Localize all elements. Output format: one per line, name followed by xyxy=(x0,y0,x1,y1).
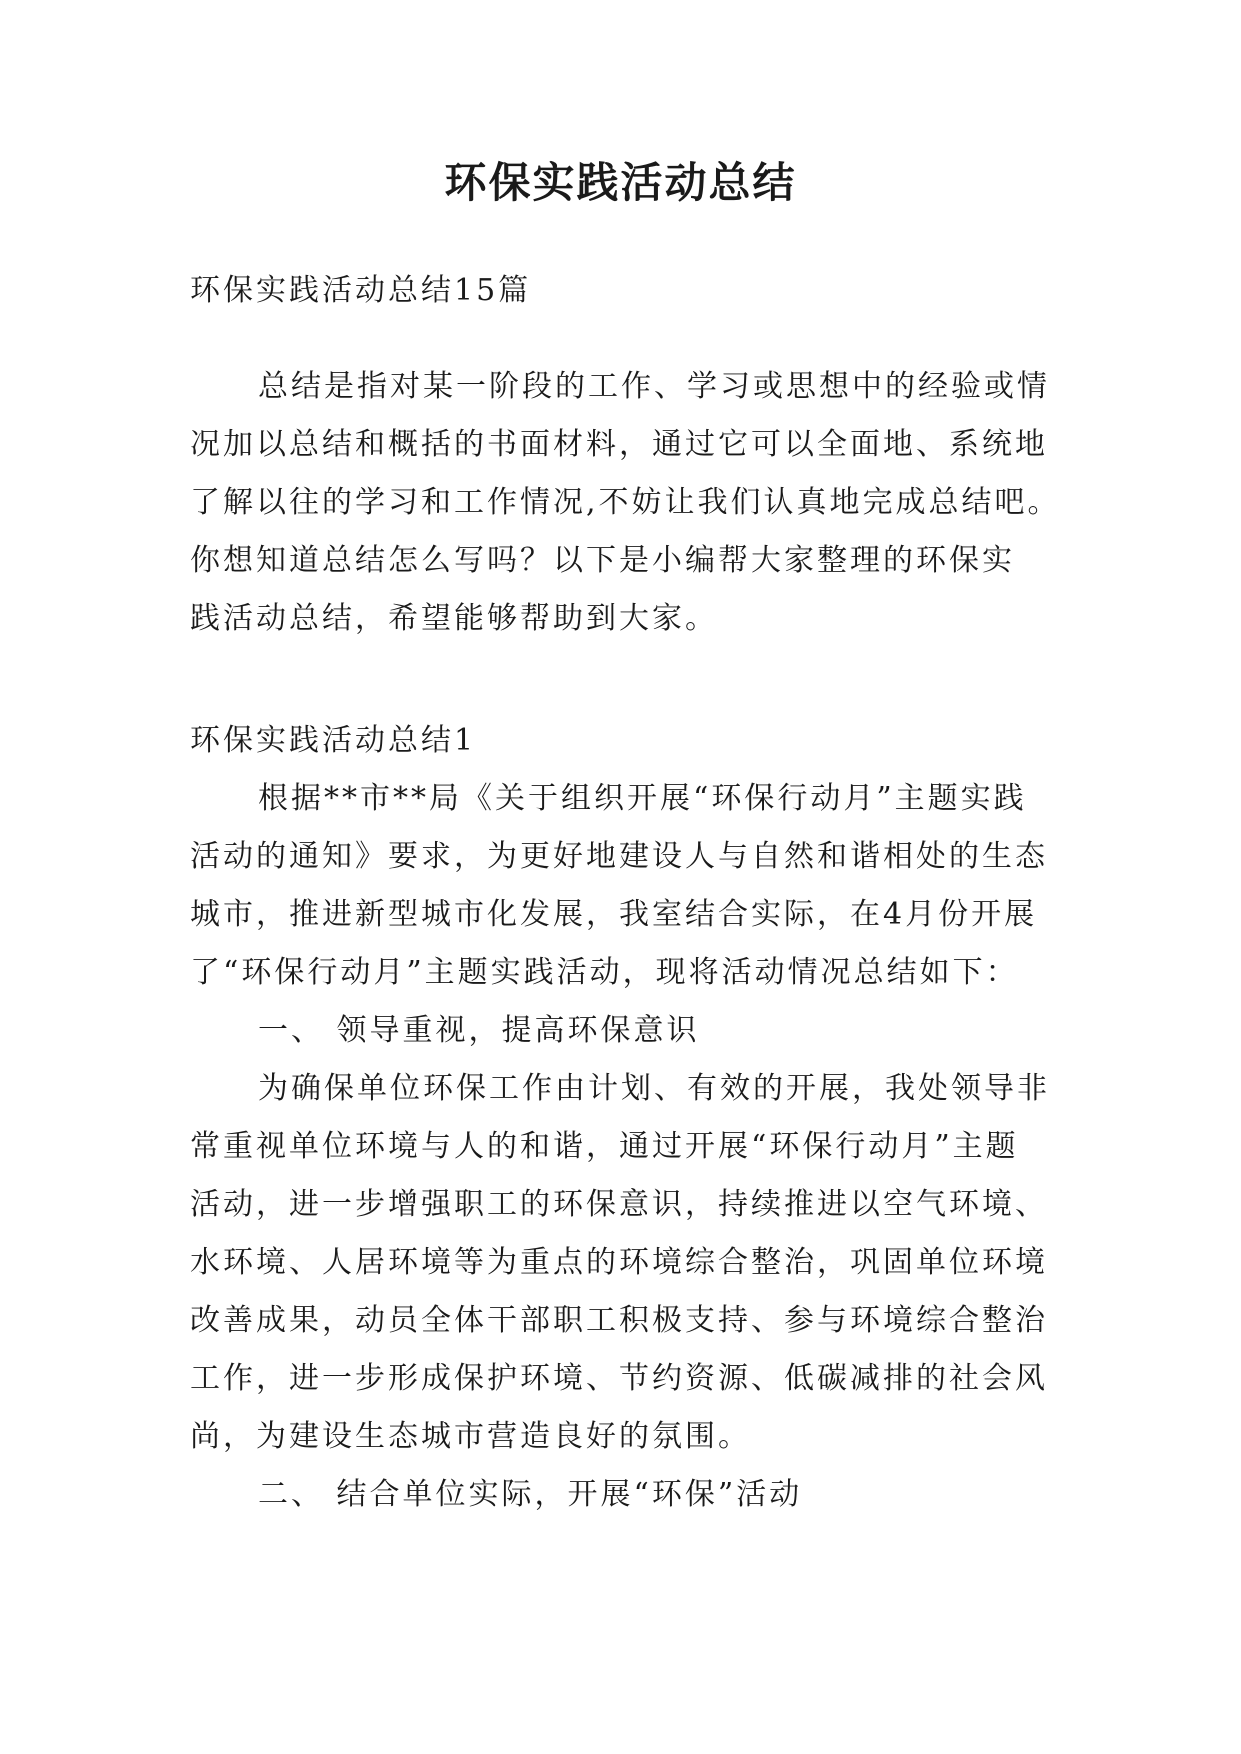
point1-line: 工作，进一步形成保护环境、节约资源、低碳减排的社会风 xyxy=(190,1361,1048,1396)
intro-line: 你想知道总结怎么写吗？以下是小编帮大家整理的环保实 xyxy=(190,543,1015,578)
point1-line: 改善成果，动员全体干部职工积极支持、参与环境综合整治 xyxy=(190,1303,1048,1338)
point1-line: 水环境、人居环境等为重点的环境综合整治，巩固单位环境 xyxy=(190,1245,1048,1280)
section1-paragraph xyxy=(190,770,1060,1002)
section1-line: 城市，推进新型城市化发展，我室结合实际，在4月份开展 xyxy=(190,897,1038,932)
document-subtitle: 环保实践活动总结15篇 xyxy=(190,273,532,308)
intro-line: 践活动总结，希望能够帮助到大家。 xyxy=(190,601,718,636)
point1-line: 为确保单位环保工作由计划、有效的开展，我处领导非 xyxy=(258,1071,1050,1106)
section1-line: 了“环保行动月”主题实践活动，现将活动情况总结如下： xyxy=(190,955,1019,990)
point1-paragraph xyxy=(190,1060,1060,1466)
section1-heading: 环保实践活动总结1 xyxy=(190,723,477,758)
section1-line: 根据**市**局《关于组织开展“环保行动月”主题实践 xyxy=(258,781,1027,816)
intro-line: 了解以往的学习和工作情况,不妨让我们认真地完成总结吧。 xyxy=(190,485,1061,520)
point1-heading: 一、 领导重视，提高环保意识 xyxy=(258,1013,700,1048)
document-title: 环保实践活动总结 xyxy=(444,158,797,207)
point1-line: 活动，进一步增强职工的环保意识，持续推进以空气环境、 xyxy=(190,1187,1048,1222)
intro-line: 况加以总结和概括的书面材料，通过它可以全面地、系统地 xyxy=(190,427,1048,462)
intro-line: 总结是指对某一阶段的工作、学习或思想中的经验或情 xyxy=(258,369,1050,404)
point1-line: 尚，为建设生态城市营造良好的氛围。 xyxy=(190,1419,751,1454)
intro-paragraph xyxy=(190,358,1060,648)
point2-heading: 二、 结合单位实际，开展“环保”活动 xyxy=(258,1477,803,1512)
point1-line: 常重视单位环境与人的和谐，通过开展“环保行动月”主题 xyxy=(190,1129,1019,1164)
section1-line: 活动的通知》要求，为更好地建设人与自然和谐相处的生态 xyxy=(190,839,1048,874)
